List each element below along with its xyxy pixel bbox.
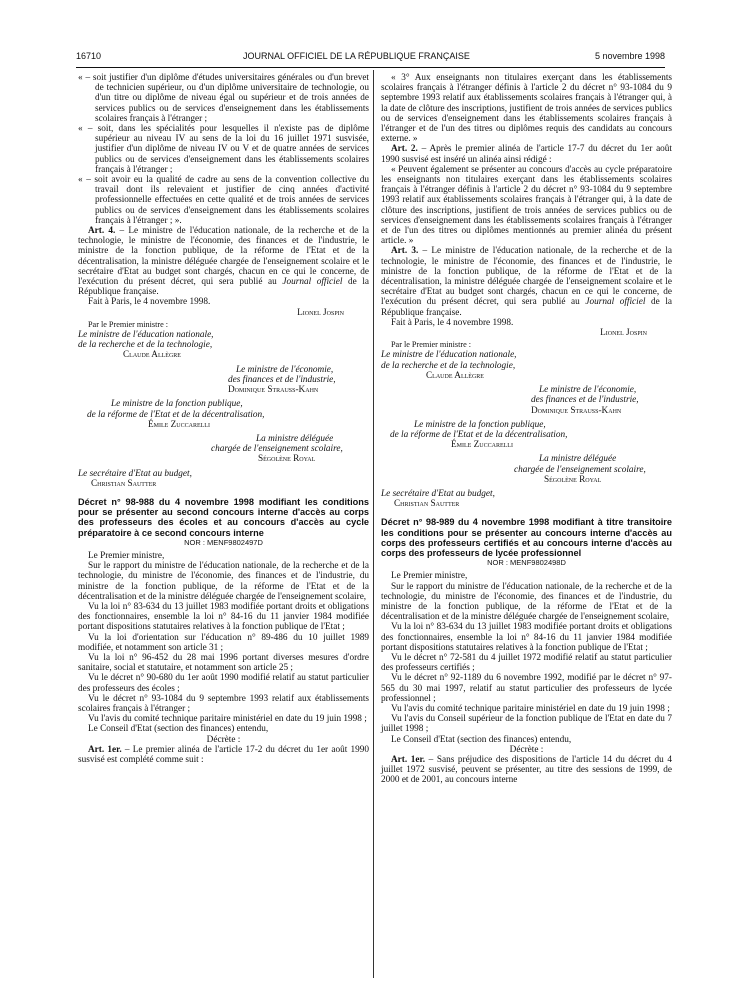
decrete: Décrète :: [509, 744, 544, 755]
preamble-line: Le Premier ministre,: [88, 550, 165, 561]
fait-a-paris: Fait à Paris, le 4 novembre 1998.: [391, 317, 514, 328]
signature-name: Dominique Strauss-Kahn: [228, 385, 319, 396]
signature-title: de la réforme de l'Etat et de la décentralisation,: [390, 429, 568, 440]
signature-title: des finances et de l'industrie,: [228, 374, 336, 385]
preamble-line: Vu le décret n° 93-1084 du 9 septembre 1993 relatif aux établissements scolaires français à l'étranger ;: [78, 693, 369, 714]
preamble-line: Vu la loi n° 83-634 du 13 juillet 1983 modifiée portant droits et obligations des fonctionnaires, ensemble la loi n° 84-16 du 11 janvier 1984 modifiée portant dispositions statutaires relatives à la fonction publique de l'Etat ;: [381, 622, 672, 653]
signature-title: Le ministre de la fonction publique,: [414, 419, 546, 430]
article-label: Art. 1er.: [88, 744, 122, 755]
left-column: [78, 73, 369, 765]
signature-title: Le ministre de l'économie,: [236, 364, 334, 375]
signature-title: chargée de l'enseignement scolaire,: [514, 464, 646, 475]
signature-title: de la recherche et de la technologie,: [78, 340, 213, 351]
preamble-line: Le Conseil d'Etat (section des finances) entendu,: [88, 724, 269, 735]
journal-title: JOURNAL OFFICIEL DE LA RÉPUBLIQUE FRANÇAISE: [243, 51, 470, 61]
signature-name: Lionel Jospin: [297, 307, 344, 318]
preamble-line: Vu la loi d'orientation sur l'éducation n° 89-486 du 10 juillet 1989 modifiée, et notamment son article 31 ;: [78, 632, 369, 653]
nor-reference: NOR : MENF9802497D: [184, 537, 263, 547]
signature-title: Le ministre de l'économie,: [539, 385, 637, 396]
preamble-line: Vu l'avis du comité technique paritaire ministériel en date du 19 juin 1998 ;: [391, 703, 670, 714]
signature-title: chargée de l'enseignement scolaire,: [211, 444, 343, 455]
signature-title: de la réforme de l'Etat et de la décentralisation,: [87, 409, 265, 420]
preamble-line: Vu la loi n° 96-452 du 28 mai 1996 portant diverses mesures d'ordre sanitaire, social et statutaire, et notamment son article 25 ;: [78, 652, 369, 674]
preamble-line: Vu le décret n° 72-581 du 4 juillet 1972 modifié relatif au statut particulier des professeurs certifiés ;: [381, 652, 672, 674]
signature-name: Lionel Jospin: [600, 328, 647, 339]
article-1: Art. 1er. – Le premier alinéa de l'article 17-2 du décret du 1er août 1990 susvisé est complété comme suit :: [78, 744, 369, 765]
column-divider: [373, 70, 374, 978]
right-column: [381, 73, 672, 786]
signature-name: Christian Sautter: [91, 478, 157, 489]
header-rule: [76, 67, 665, 68]
par-premier-ministre: Par le Premier ministre :: [391, 340, 472, 350]
preamble-line: Sur le rapport du ministre de l'éducation nationale, de la recherche et de la technologie, du ministre de l'économie, des finances et de l'industrie, du ministre de la fonction publique, de la réforme de l'Etat et de la décentralisation et de la ministre déléguée chargée de l'enseignement scolaire,: [381, 581, 672, 623]
signature-title: Le secrétaire d'Etat au budget,: [381, 488, 495, 499]
signature-title: Le secrétaire d'Etat au budget,: [78, 468, 192, 479]
list-item: « – soit avoir eu la qualité de cadre au sens de la convention collective du travail dont ils relevaient et justifier de cinq années d'activité professionnelle effectuées en cette qualité et de trois années de services publics ou de services d'enseignement dans les établissements scolaires français à l'étranger ; ».: [78, 175, 369, 226]
preamble-line: Le Premier ministre,: [391, 571, 468, 582]
signature-title: des finances et de l'industrie,: [531, 395, 639, 406]
signature-title: La ministre déléguée: [256, 433, 334, 444]
signature-title: Le ministre de l'éducation nationale,: [78, 330, 214, 341]
signature-name: Christian Sautter: [394, 499, 460, 510]
fait-a-paris: Fait à Paris, le 4 novembre 1998.: [88, 297, 211, 308]
article-label: Art. 3.: [391, 246, 419, 257]
signature-title: Le ministre de la fonction publique,: [111, 399, 243, 410]
quote-paragraph: « Peuvent également se présenter au concours d'accès au cycle préparatoire les enseignants non titulaires exerçant dans les établissements scolaires français à l'étranger définis à l'article 2 du décret n° 93-1084 du 9 septembre 1993 relatif aux établissements scolaires français à l'étranger qui, à la date de clôture des inscriptions, justifient de trois années de services publics ou de services d'enseignement dans les établissements scolaires français à l'étranger et de l'un des titres ou diplômes mentionnés au premier alinéa du présent article. »: [381, 164, 672, 247]
preamble-line: Le Conseil d'Etat (section des finances) entendu,: [391, 734, 572, 745]
preamble-line: Vu l'avis du comité technique paritaire ministériel en date du 19 juin 1998 ;: [88, 714, 367, 725]
list-item: « – soit, dans les spécialités pour lesquelles il n'existe pas de diplôme supérieur au niveau IV au sens de la loi du 16 juillet 1971 susvisée, justifier d'un diplôme de niveau IV ou V et de quatre années de services publics ou de services d'enseignement dans les établissements scolaires français à l'étranger ;: [78, 124, 369, 175]
issue-date: 5 novembre 1998: [594, 51, 665, 61]
article-1: Art. 1er. – Sans préjudice des dispositions de l'article 14 du décret du 4 juillet 1972 susvisé, peuvent se présenter, au titre des sessions de 1999, de 2000 et de 2001, au concours interne: [381, 755, 673, 786]
article-label: Art. 2.: [391, 144, 418, 155]
signature-name: Ségolène Royal: [258, 454, 316, 465]
list-item: « – soit justifier d'un diplôme d'études universitaires générales ou d'un brevet de technicien supérieur, ou d'un diplôme universitaire de technologie, ou d'un titre ou diplôme de niveau égal ou supérieur et de trois années de services publics ou de services d'enseignement dans les établissements scolaires français à l'étranger ;: [78, 73, 369, 124]
article-4: Art. 4. – Le ministre de l'éducation nationale, de la recherche et de la technologie, le ministre de l'économie, des finances et de l'industrie, le ministre de la fonction publique, de la réforme de l'Etat et de la décentralisation, la ministre déléguée chargée de l'enseignement scolaire et le secrétaire d'Etat au budget sont chargés, chacun en ce qui le concerne, de l'exécution du présent décret, qui sera publié au Journal officiel de la République française.: [78, 226, 370, 298]
signature-title: de la recherche et de la technologie,: [381, 360, 516, 371]
signature-name: Claude Allègre: [123, 350, 181, 361]
decree-title: Décret n° 98-989 du 4 novembre 1998 modifiant à titre transitoire les conditions pour se présenter au concours interne d'accès au corps des professeurs certifiés et au concours interne d'accès au corps des professeurs de lycée professionnel: [381, 517, 672, 558]
preamble-line: Sur le rapport du ministre de l'éducation nationale, de la recherche et de la technologie, du ministre de l'économie, des finances et de l'industrie, du ministre de la fonction publique, de la réforme de l'Etat et de la décentralisation et de la ministre déléguée chargée de l'enseignement scolaire,: [78, 561, 369, 602]
signature-name: Émile Zuccarelli: [451, 440, 513, 451]
quote-paragraph: « 3° Aux enseignants non titulaires exerçant dans les établissements scolaires français à l'étranger définis à l'article 2 du décret n° 93-1084 du 9 septembre 1993 relatif aux établissements scolaires français à l'étranger qui, à la date de clôture des inscriptions, justifient de trois années de services publics ou de services d'enseignement dans les établissements scolaires français à l'étranger et de l'un des titres ou diplômes requis des candidats au concours externe. »: [381, 73, 672, 145]
article-2: Art. 2. – Après le premier alinéa de l'article 17-7 du décret du 1er août 1990 susvisé est inséré un alinéa ainsi rédigé :: [381, 144, 672, 165]
signature-name: Émile Zuccarelli: [148, 419, 210, 430]
page-header: [76, 51, 665, 64]
signature-name: Ségolène Royal: [544, 474, 602, 485]
preamble-line: Vu le décret n° 90-680 du 1er août 1990 modifié relatif au statut particulier des professeurs des écoles ;: [78, 673, 369, 694]
article-3: Art. 3. – Le ministre de l'éducation nationale, de la recherche et de la technologie, le ministre de l'économie, des finances et de l'industrie, le ministre de la fonction publique, de la réforme de l'Etat et de la décentralisation, la ministre déléguée chargée de l'enseignement scolaire et le secrétaire d'Etat au budget sont chargés, chacun en ce qui le concerne, de l'exécution du présent décret, qui sera publié au Journal officiel de la République française.: [381, 246, 673, 318]
decree-title: Décret n° 98-988 du 4 novembre 1998 modifiant les conditions pour se présenter au second concours interne d'accès au corps des professeurs des écoles et au concours d'accès au cycle préparatoire à ce second concours interne: [78, 496, 369, 538]
signature-name: Claude Allègre: [426, 370, 484, 381]
page-number: 16710: [76, 51, 102, 61]
signature-title: Le ministre de l'éducation nationale,: [381, 350, 517, 361]
par-premier-ministre: Par le Premier ministre :: [88, 319, 169, 329]
article-label: Art. 1er.: [391, 755, 426, 765]
signature-title: La ministre déléguée: [539, 454, 617, 465]
preamble-line: Vu le décret n° 92-1189 du 6 novembre 1992, modifié par le décret n° 97-565 du 30 mai 1997, relatif au statut particulier des professeurs de lycée professionnel ;: [381, 673, 672, 704]
preamble-line: Vu la loi n° 83-634 du 13 juillet 1983 modifiée portant droits et obligations des fonctionnaires, ensemble la loi n° 84-16 du 11 janvier 1984 modifiée portant dispositions statutaires relatives à la fonction publique de l'Etat ;: [78, 601, 369, 633]
article-label: Art. 4.: [88, 226, 116, 237]
preamble-line: Vu l'avis du Conseil supérieur de la fonction publique de l'Etat en date du 7 juillet 1998 ;: [381, 714, 672, 735]
signature-name: Dominique Strauss-Kahn: [531, 405, 622, 416]
nor-reference: NOR : MENF9802498D: [487, 558, 566, 568]
decrete: Décrète :: [206, 734, 241, 745]
